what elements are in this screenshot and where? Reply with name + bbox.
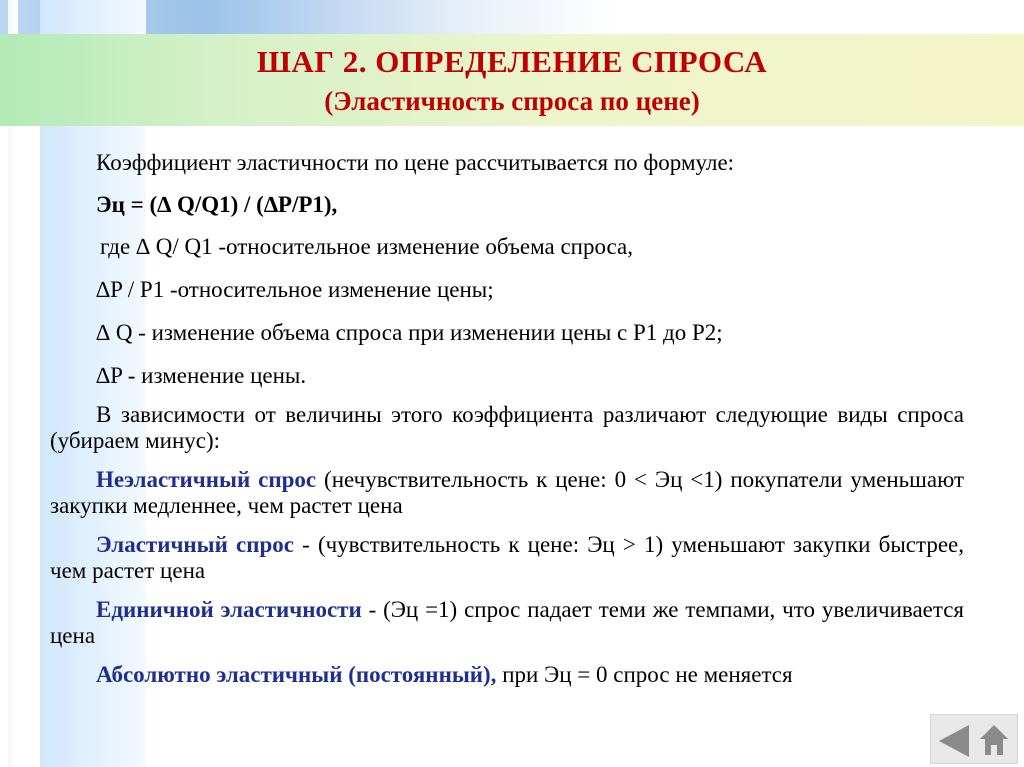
inelastic-demand-term: Неэластичный спрос — [96, 467, 317, 492]
unit-elasticity-item — [50, 597, 964, 649]
house-icon[interactable] — [979, 723, 1009, 757]
elastic-demand-term: Эластичный спрос — [96, 532, 294, 557]
slide-subtitle: (Эластичность спроса по цене) — [324, 86, 700, 116]
elastic-demand-text: - (чувствительность к цене: Эц > 1) уменьшают закупки быстрее, чем растет цена — [50, 532, 964, 583]
triangle-left-icon[interactable] — [939, 725, 969, 757]
definition-quantity-change: ∆ Q - изменение объема спроса при изменении цены с P1 до P2; — [96, 320, 723, 345]
unit-elasticity-text: - (Эц =1) спрос падает теми же темпами, что увеличивается цена — [50, 597, 965, 648]
slide-title: ШАГ 2. ОПРЕДЕЛЕНИЕ СПРОСА — [256, 44, 768, 79]
definition-relative-quantity: где ∆ Q/ Q1 -относительное изменение объема спроса, — [100, 234, 634, 259]
formula: Эц = (∆ Q/Q1) / (∆P/P1), — [96, 192, 338, 217]
intro-text: Коэффициент эластичности по цене рассчитывается по формуле: — [96, 150, 735, 175]
types-intro: В зависимости от величины этого коэффициента различают следующие виды спроса (убираем минус): — [50, 402, 964, 453]
inelastic-demand-item — [50, 467, 964, 519]
elastic-demand-item — [50, 532, 964, 584]
unit-elasticity-term: Единичной эластичности — [96, 597, 362, 622]
definition-price-change: ∆P - изменение цены. — [96, 363, 307, 388]
slide-body — [50, 148, 964, 688]
absolute-elastic-text: при Эц = 0 спрос не меняется — [496, 662, 793, 687]
absolute-elastic-item — [96, 662, 964, 688]
absolute-elastic-term: Абсолютно эластичный (постоянный), — [96, 662, 497, 687]
top-decor-strip — [0, 0, 1024, 34]
slide-navigation — [930, 714, 1018, 764]
definition-relative-price: ∆P / P1 -относительное изменение цены; — [96, 277, 494, 302]
inelastic-demand-text: (нечувствительность к цене: 0 < Эц <1) покупатели уменьшают закупки медленнее, чем растет цена — [50, 467, 964, 518]
